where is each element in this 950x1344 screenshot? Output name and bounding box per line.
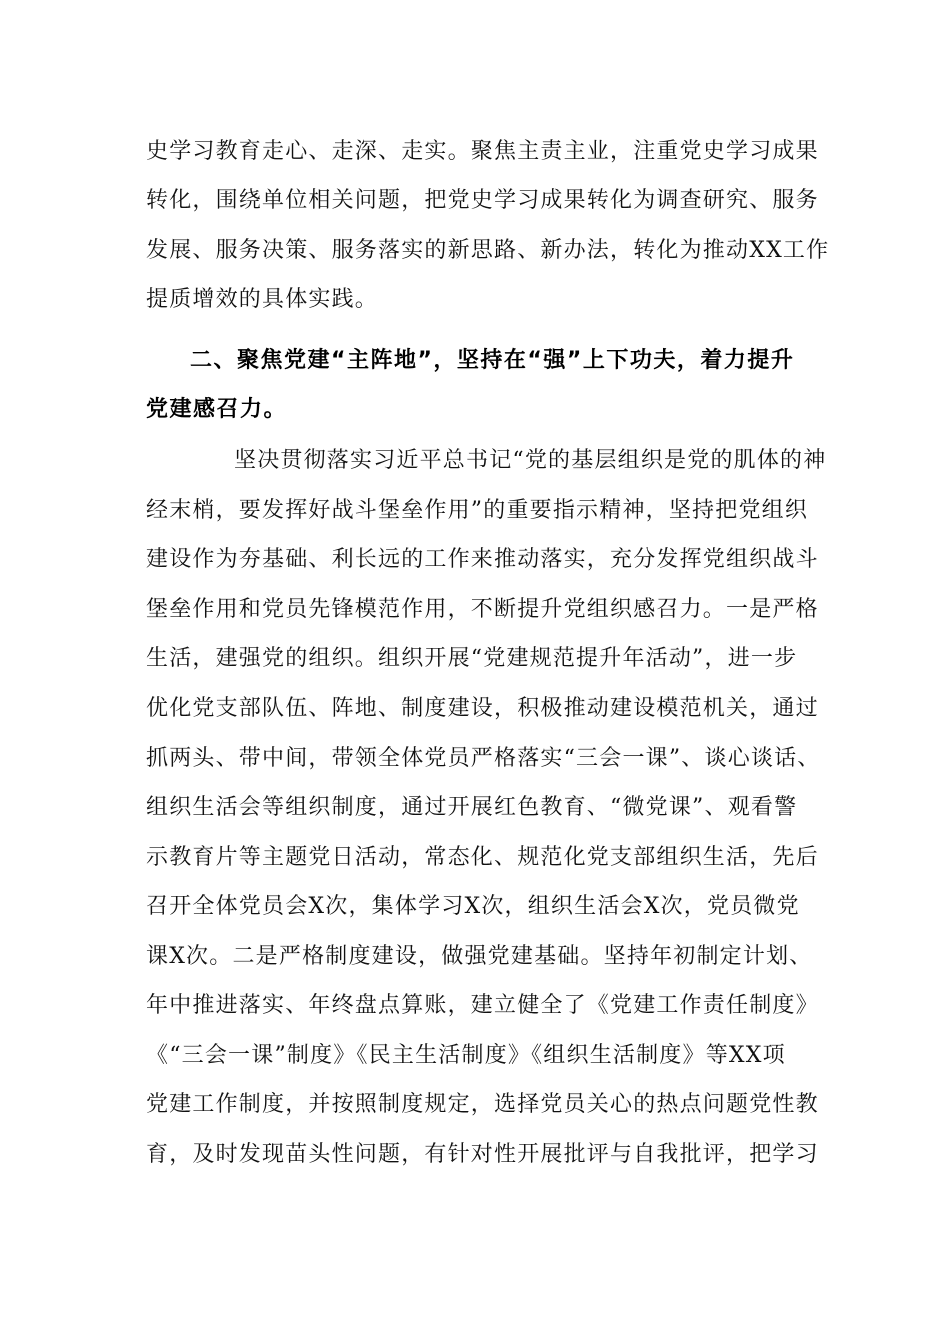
paragraph-2-line-2: 经末梢，要发挥好战斗堡垒作用”的重要指示精神，坚持把党组织 [146, 498, 809, 523]
paragraph-2-line-3: 建设作为夯基础、利长远的工作来推动落实，充分发挥党组织战斗 [146, 547, 819, 572]
paragraph-2-line-8: 组织生活会等组织制度，通过开展红色教育、“微党课”、观看警 [146, 795, 798, 820]
paragraph-2-line-14: 党建工作制度，并按照制度规定，选择党员关心的热点问题党性教 [146, 1092, 819, 1117]
section-heading-line-1: 二、聚焦党建“主阵地”，坚持在“强”上下功夫，着力提升 [190, 348, 795, 373]
paragraph-2-line-11: 课X次。二是严格制度建设，做强党建基础。坚持年初制定计划、 [146, 944, 813, 969]
paragraph-2-line-6: 优化党支部队伍、阵地、制度建设，积极推动建设模范机关，通过 [146, 696, 819, 721]
paragraph-1-line-3: 发展、服务决策、服务落实的新思路、新办法，转化为推动XX工作 [146, 238, 830, 263]
paragraph-2-line-15: 育，及时发现苗头性问题，有针对性开展批评与自我批评，把学习 [146, 1142, 819, 1167]
paragraph-2-line-13: 《“三会一课”制度》《民主生活制度》《组织生活制度》等XX项 [146, 1043, 786, 1068]
paragraph-1-line-4: 提质增效的具体实践。 [146, 287, 379, 312]
paragraph-1-line-1: 史学习教育走心、走深、走实。聚焦主责主业，注重党史学习成果 [146, 139, 819, 164]
paragraph-2-line-10: 召开全体党员会X次，集体学习X次，组织生活会X次，党员微党 [146, 894, 800, 919]
paragraph-2-line-12: 年中推进落实、年终盘点算账，建立健全了《党建工作责任制度》 [146, 993, 819, 1018]
paragraph-2-line-9: 示教育片等主题党日活动，常态化、规范化党支部组织生活，先后 [146, 845, 819, 870]
paragraph-2-line-1: 坚决贯彻落实习近平总书记“党的基层组织是党的肌体的神 [234, 448, 827, 473]
paragraph-2-line-5: 生活，建强党的组织。组织开展“党建规范提升年活动”，进一步 [146, 646, 798, 671]
paragraph-1-line-2: 转化，围绕单位相关问题，把党史学习成果转化为调查研究、服务 [146, 188, 819, 213]
paragraph-2-line-7: 抓两头、带中间，带领全体党员严格落实“三会一课”、谈心谈话、 [146, 746, 821, 771]
section-heading-line-2: 党建感召力。 [146, 397, 288, 422]
paragraph-2-line-4: 堡垒作用和党员先锋模范作用，不断提升党组织感召力。一是严格 [146, 597, 819, 622]
